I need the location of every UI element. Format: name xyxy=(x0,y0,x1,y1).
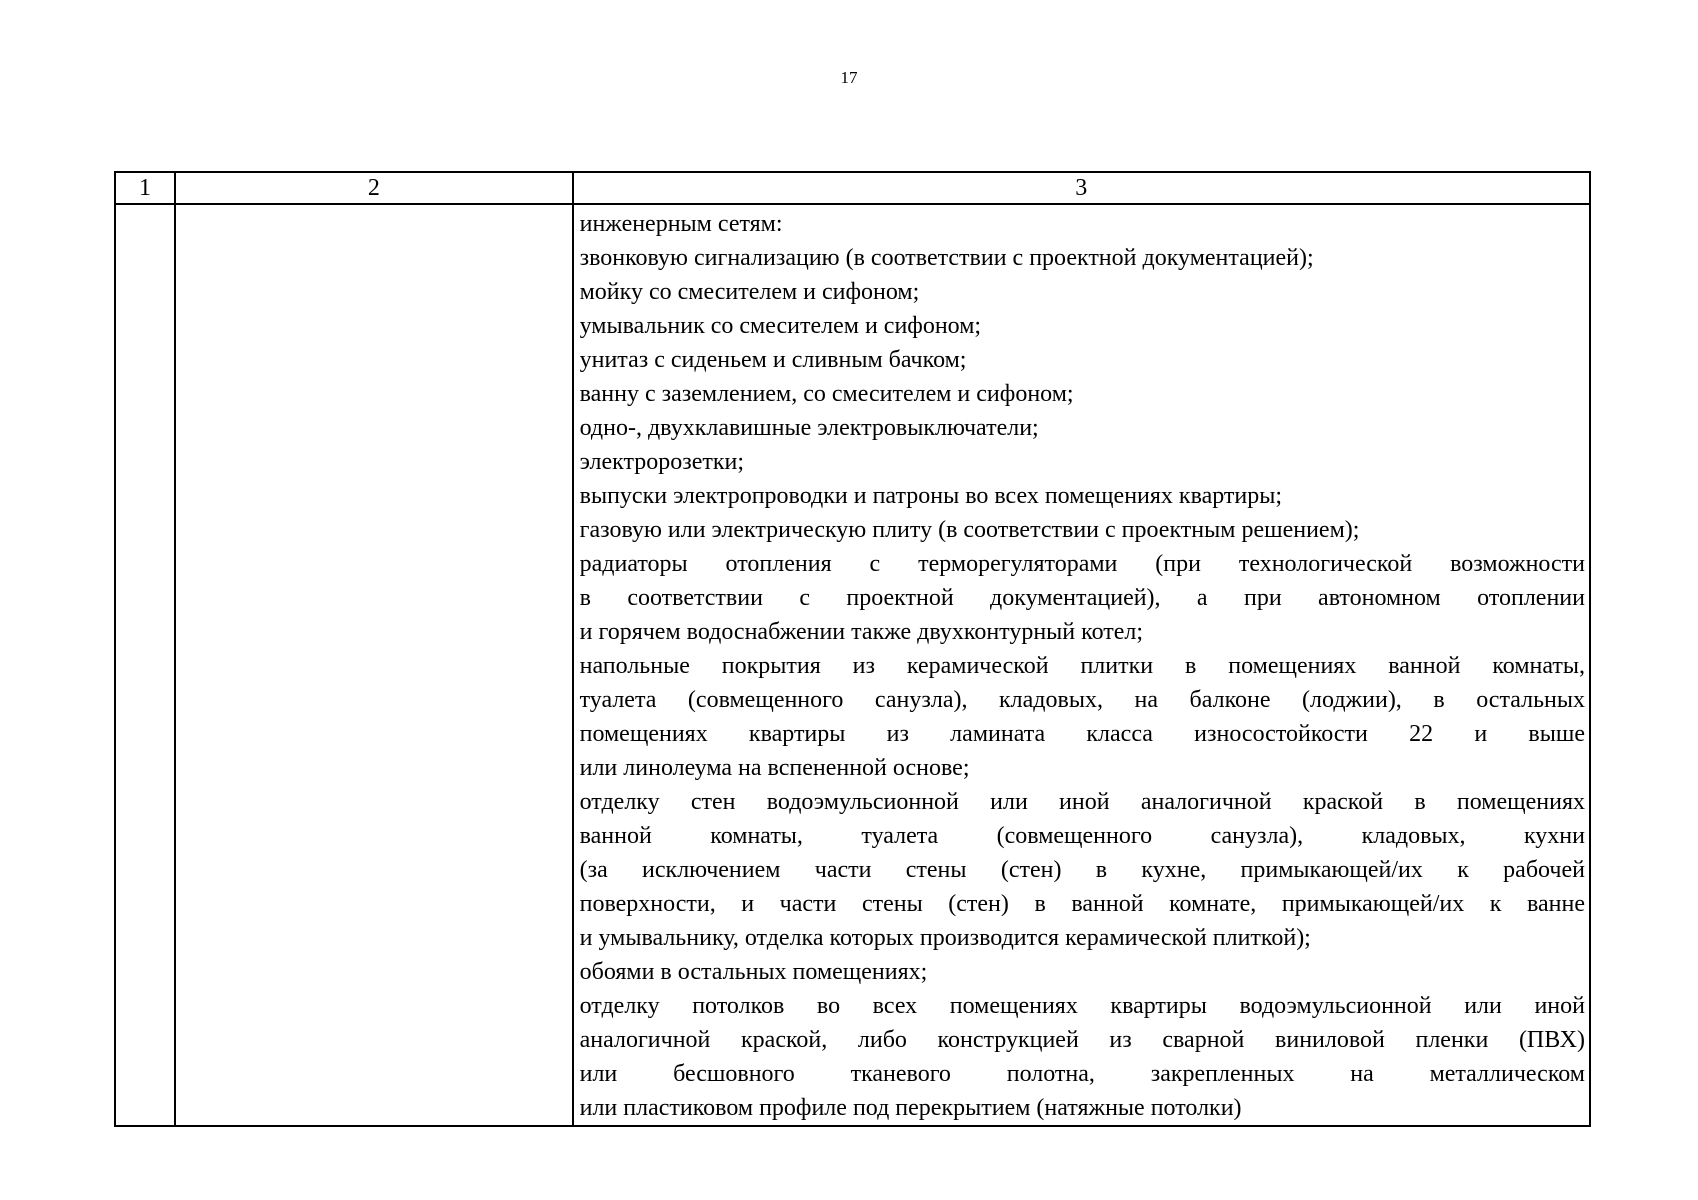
column-header-3: 3 xyxy=(573,172,1590,204)
text-line: или пластиковом профиле под перекрытием (натяжные потолки) xyxy=(579,1095,1242,1121)
text-line: выпуски электропроводки и патроны во всех помещениях квартиры; xyxy=(579,483,1283,509)
text-line: и горячем водоснабжении также двухконтурный котел; xyxy=(579,619,1144,645)
specification-table xyxy=(114,171,1591,1127)
text-line: в соответствии с проектной документацией), а при автономном отоплении xyxy=(579,585,1585,611)
text-line: унитаз с сиденьем и сливным бачком; xyxy=(579,347,967,373)
table-cell-col-3 xyxy=(573,204,1590,1126)
text-line: электророзетки; xyxy=(579,449,745,475)
text-line: мойку со смесителем и сифоном; xyxy=(579,279,920,305)
text-line: обоями в остальных помещениях; xyxy=(579,959,928,985)
table-header-row xyxy=(115,172,1590,204)
text-line: звонковую сигнализацию (в соответствии с проектной документацией); xyxy=(579,245,1314,271)
table-cell-col-2 xyxy=(175,204,573,1126)
text-line: поверхности, и части стены (стен) в ванной комнате, примыкающей/их к ванне xyxy=(579,891,1585,917)
table-row xyxy=(115,204,1590,1126)
column-header-1: 1 xyxy=(115,172,175,204)
text-line: аналогичной краской, либо конструкцией из сварной виниловой пленки (ПВХ) xyxy=(579,1027,1585,1053)
text-line: туалета (совмещенного санузла), кладовых, на балконе (лоджии), в остальных xyxy=(579,687,1585,713)
text-line: радиаторы отопления с терморегуляторами (при технологической возможности xyxy=(579,551,1585,577)
table-cell-col-1 xyxy=(115,204,175,1126)
text-line: ванной комнаты, туалета (совмещенного санузла), кладовых, кухни xyxy=(579,823,1585,849)
column-header-2: 2 xyxy=(175,172,573,204)
text-line: газовую или электрическую плиту (в соответствии с проектным решением); xyxy=(579,517,1360,543)
text-line: отделку стен водоэмульсионной или иной аналогичной краской в помещениях xyxy=(579,789,1585,815)
text-line: (за исключением части стены (стен) в кухне, примыкающей/их к рабочей xyxy=(579,857,1585,883)
text-line: одно-, двухклавишные электровыключатели; xyxy=(579,415,1039,441)
page-number: 17 xyxy=(840,68,858,87)
text-line: помещениях квартиры из ламината класса износостойкости 22 и выше xyxy=(579,721,1585,747)
text-line: или бесшовного тканевого полотна, закрепленных на металлическом xyxy=(579,1061,1585,1087)
text-line: умывальник со смесителем и сифоном; xyxy=(579,313,982,339)
text-line: и умывальнику, отделка которых производится керамической плиткой); xyxy=(579,925,1311,951)
text-line: инженерным сетям: xyxy=(579,211,783,237)
text-line: ванну с заземлением, со смесителем и сифоном; xyxy=(579,381,1074,407)
text-line: или линолеума на вспененной основе; xyxy=(579,755,970,781)
text-line: напольные покрытия из керамической плитки в помещениях ванной комнаты, xyxy=(579,653,1585,679)
text-line: отделку потолков во всех помещениях квартиры водоэмульсионной или иной xyxy=(579,993,1585,1019)
